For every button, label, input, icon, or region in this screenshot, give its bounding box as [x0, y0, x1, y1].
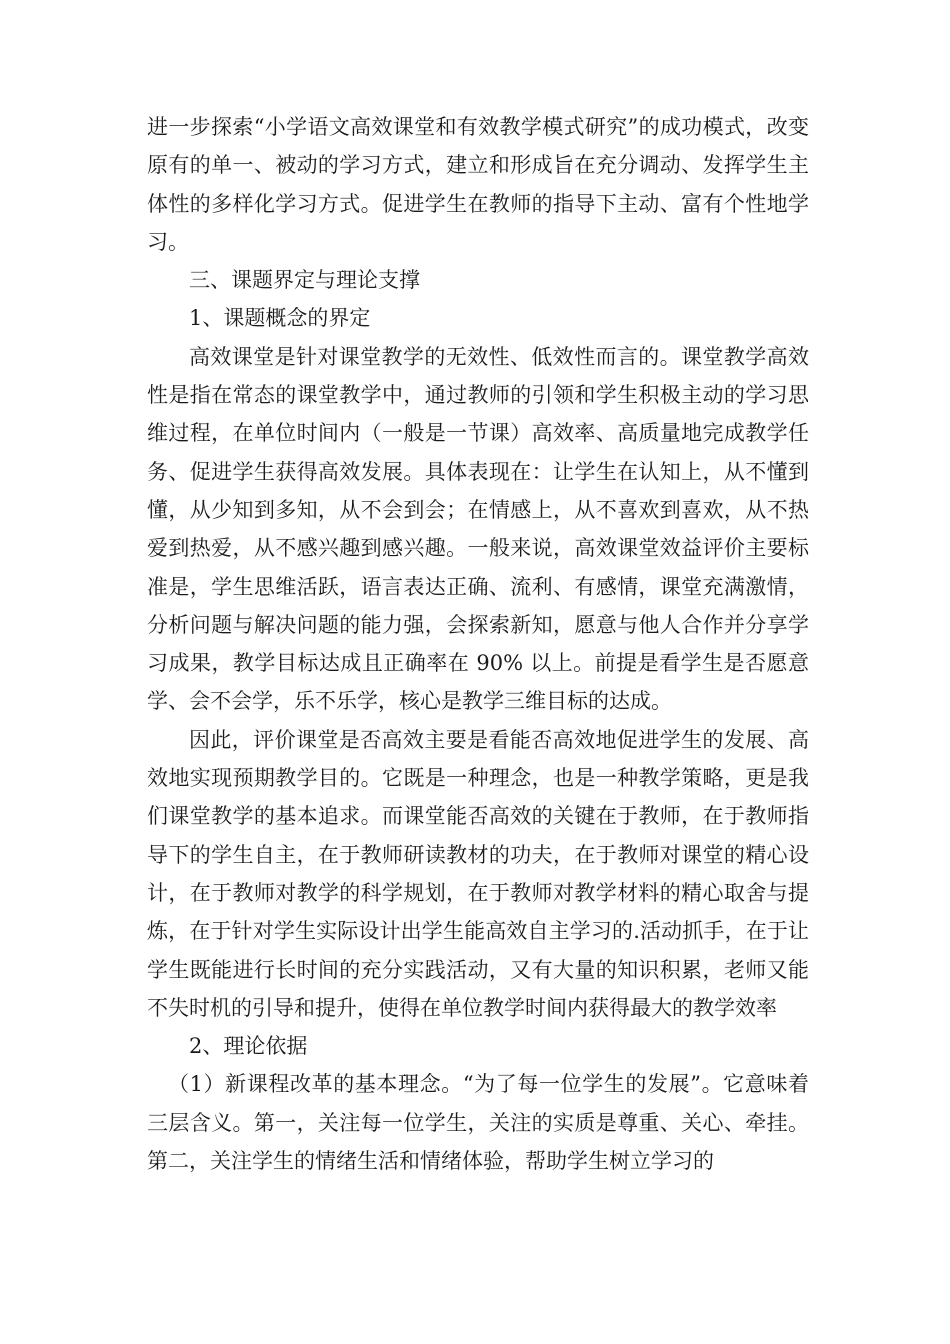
paragraph-theory-1: （1）新课程改革的基本理念。“为了每一位学生的发展”。它意味着三层含义。第一，关注每一位学生，关注的实质是尊重、关心、牵挂。第二，关注学生的情绪生活和情绪体验，帮助学生树立学习的	[147, 1072, 809, 1174]
document-page	[147, 108, 809, 1180]
paragraph-evaluation: 因此，评价课堂是否高效主要是看能否高效地促进学生的发展、高效地实现预期教学目的。它既是一种理念，也是一种教学策略，更是我们课堂教学的基本追求。而课堂能否高效的关键在于教师，在于教师指导下的学生自主，在于教师研读教材的功夫，在于教师对课堂的精心设计，在于教师对教学的科学规划，在于教师对教学材料的精心取舍与提炼，在于针对学生实际设计出学生能高效自主学习的.活动抓手，在于让学生既能进行长时间的充分实践活动，又有大量的知识积累，老师又能不失时机的引导和提升，使得在单位教学时间内获得最大的教学效率	[147, 727, 809, 1020]
paragraph-intro-continuation: 进一步探索“小学语文高效课堂和有效教学模式研究”的成功模式，改变原有的单一、被动的学习方式，建立和形成旨在充分调动、发挥学生主体性的多样化学习方式。促进学生在教师的指导下主动、富有个性地学习。	[147, 115, 809, 254]
paragraph-definition: 高效课堂是针对课堂教学的无效性、低效性而言的。课堂教学高效性是指在常态的课堂教学中，通过教师的引领和学生积极主动的学习思维过程，在单位时间内（一般是一节课）高效率、高质量地完成教学任务、促进学生获得高效发展。具体表现在：让学生在认知上，从不懂到懂，从少知到多知，从不会到会；在情感上，从不喜欢到喜欢，从不热爱到热爱，从不感兴趣到感兴趣。一般来说，高效课堂效益评价主要标准是，学生思维活跃，语言表达正确、流利、有感情，课堂充满激情，分析问题与解决问题的能力强，会探索新知，愿意与他人合作并分享学习成果，教学目标达成且正确率在 90% 以上。前提是看学生是否愿意学、会不会学，乐不乐学，核心是教学三维目标的达成。	[147, 344, 809, 714]
subsection-heading-2: 2、理论依据	[189, 1034, 308, 1059]
subsection-heading-1: 1、课题概念的界定	[189, 306, 371, 331]
section-heading-3: 三、课题界定与理论支撑	[189, 268, 420, 293]
